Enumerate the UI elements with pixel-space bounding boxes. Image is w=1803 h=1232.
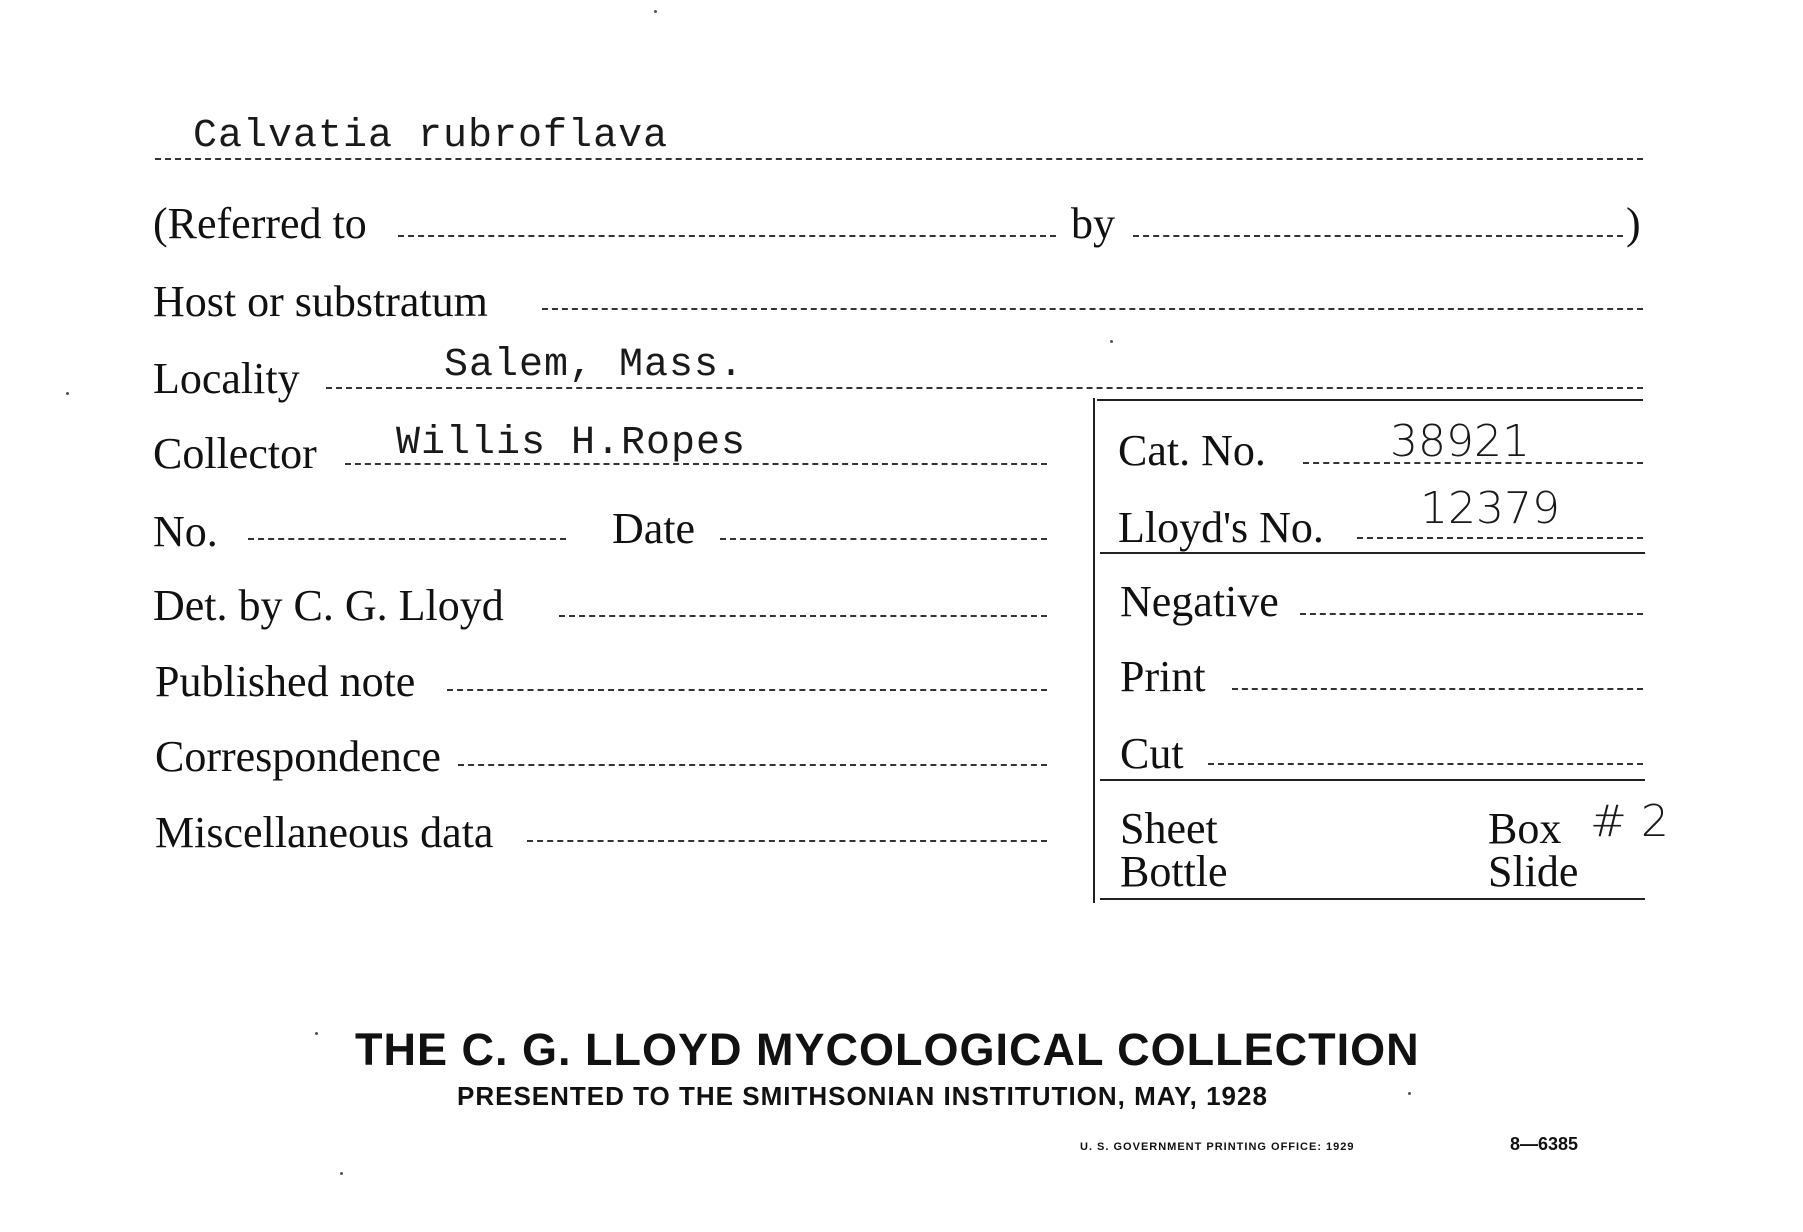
right-box-left-border (1093, 398, 1095, 903)
lloyds-no-line (1357, 537, 1643, 539)
box-label: Box (1488, 804, 1562, 853)
cut-line (1208, 763, 1643, 765)
locality-line (326, 387, 1643, 389)
cat-no-value: 38921 (1390, 416, 1530, 467)
negative-line (1300, 613, 1643, 615)
print-label: Print (1120, 652, 1206, 701)
collector-line (345, 463, 1047, 465)
print-line (1232, 688, 1643, 690)
species-name: Calvatia rubroflava (193, 114, 669, 159)
right-box-bottom-border (1100, 898, 1645, 900)
speck (66, 392, 69, 395)
date-line (720, 538, 1047, 540)
correspondence-label: Correspondence (155, 732, 441, 781)
form-number: 8—6385 (1510, 1134, 1579, 1154)
printer-imprint: U. S. GOVERNMENT PRINTING OFFICE: 1929 (1080, 1141, 1355, 1153)
no-label: No. (153, 507, 218, 556)
referred-close-paren: ) (1626, 199, 1641, 248)
host-line (542, 308, 1643, 310)
referred-to-label: (Referred to (153, 199, 367, 248)
bottle-label: Bottle (1120, 847, 1228, 896)
speck (654, 10, 657, 13)
footer-title: THE C. G. LLOYD MYCOLOGICAL COLLECTION (355, 1024, 1420, 1075)
box-value: # 2 (1590, 796, 1669, 847)
cut-label: Cut (1120, 729, 1184, 778)
speck (1110, 340, 1113, 343)
det-by-label: Det. by C. G. Lloyd (153, 581, 504, 630)
speck (340, 1172, 343, 1175)
locality-label: Locality (153, 354, 300, 403)
sheet-label: Sheet (1120, 804, 1218, 853)
collector-value: Willis H.Ropes (396, 421, 747, 466)
misc-data-label: Miscellaneous data (155, 808, 494, 857)
cat-no-line (1303, 462, 1643, 464)
lloyds-no-label: Lloyd's No. (1118, 503, 1324, 552)
collector-label: Collector (153, 429, 317, 478)
right-box-divider-2 (1100, 779, 1645, 781)
right-box-divider-1 (1100, 552, 1645, 554)
no-line (248, 538, 566, 540)
footer-subtitle: PRESENTED TO THE SMITHSONIAN INSTITUTION, MAY, 1928 (457, 1081, 1268, 1111)
speck (315, 1032, 318, 1035)
published-note-label: Published note (155, 657, 416, 706)
negative-label: Negative (1120, 577, 1279, 626)
host-label: Host or substratum (153, 277, 488, 326)
referred-to-line (398, 235, 1056, 237)
misc-data-line (527, 840, 1047, 842)
referred-by-label: by (1071, 199, 1115, 248)
cat-no-label: Cat. No. (1118, 426, 1266, 475)
date-label: Date (612, 504, 696, 553)
right-box-top-border (1097, 399, 1643, 401)
correspondence-line (458, 764, 1047, 766)
locality-value: Salem, Mass. (444, 343, 745, 388)
species-line (155, 158, 1643, 160)
det-by-line (559, 615, 1047, 617)
lloyds-no-value: 12379 (1420, 483, 1560, 534)
referred-by-line (1133, 235, 1623, 237)
published-note-line (447, 689, 1047, 691)
speck (1408, 1092, 1411, 1095)
slide-label: Slide (1488, 847, 1579, 896)
